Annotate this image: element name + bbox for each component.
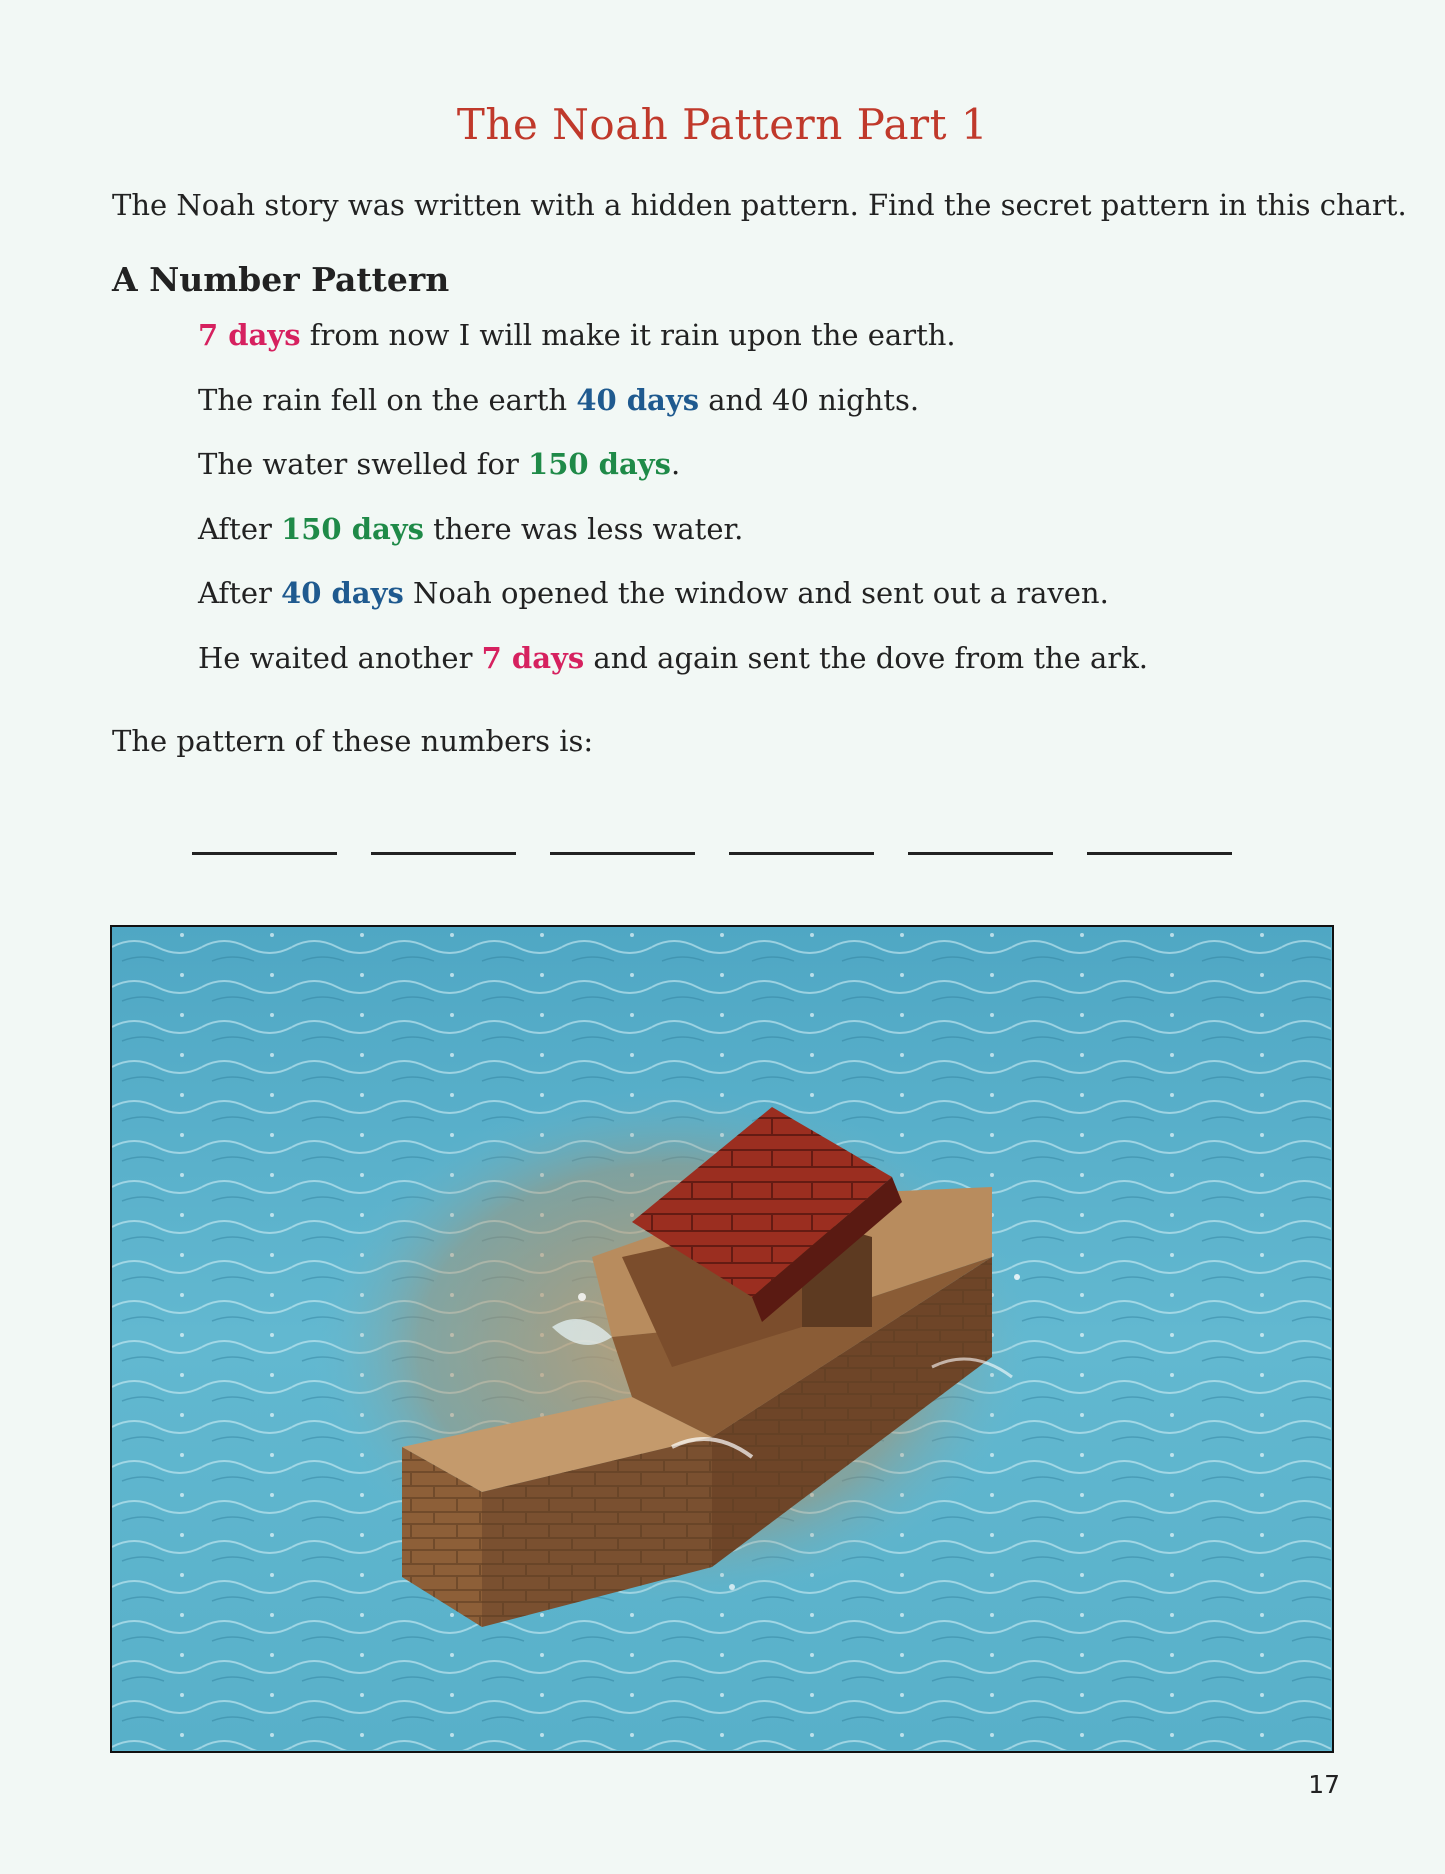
page-title: The Noah Pattern Part 1 bbox=[456, 100, 989, 149]
pattern-line-2: The rain fell on the earth 40 days and 40 nights. bbox=[198, 382, 920, 417]
answer-blank-1[interactable] bbox=[192, 852, 337, 855]
intro-text: The Noah story was written with a hidden pattern. Find the secret pattern in this chart. bbox=[112, 188, 1407, 222]
answer-blank-6[interactable] bbox=[1087, 852, 1232, 855]
pattern-prompt: The pattern of these numbers is: bbox=[112, 724, 594, 758]
number-highlight: 7 days bbox=[481, 640, 585, 675]
pattern-line-5: After 40 days Noah opened the window and sent out a raven. bbox=[198, 576, 1109, 610]
number-highlight: 40 days bbox=[281, 576, 404, 610]
number-highlight: 7 days bbox=[198, 318, 301, 352]
section-heading: A Number Pattern bbox=[112, 260, 450, 299]
answer-blank-2[interactable] bbox=[371, 852, 516, 855]
answer-blanks bbox=[192, 852, 1242, 856]
pattern-lines bbox=[198, 313, 1348, 700]
number-highlight: 40 days bbox=[576, 382, 700, 417]
ark-photo bbox=[110, 925, 1334, 1753]
number-highlight: 150 days bbox=[528, 447, 671, 481]
pattern-line-3: The water swelled for 150 days. bbox=[198, 447, 681, 481]
pattern-line-1: 7 days from now I will make it rain upon the earth. bbox=[198, 318, 956, 352]
pattern-line-4: After 150 days there was less water. bbox=[198, 511, 744, 546]
answer-blank-4[interactable] bbox=[729, 852, 874, 855]
answer-blank-3[interactable] bbox=[550, 852, 695, 855]
answer-blank-5[interactable] bbox=[908, 852, 1053, 855]
number-highlight: 150 days bbox=[281, 511, 424, 546]
pattern-line-6: He waited another 7 days and again sent the dove from the ark. bbox=[198, 640, 1148, 675]
page-number: 17 bbox=[1308, 1770, 1340, 1799]
